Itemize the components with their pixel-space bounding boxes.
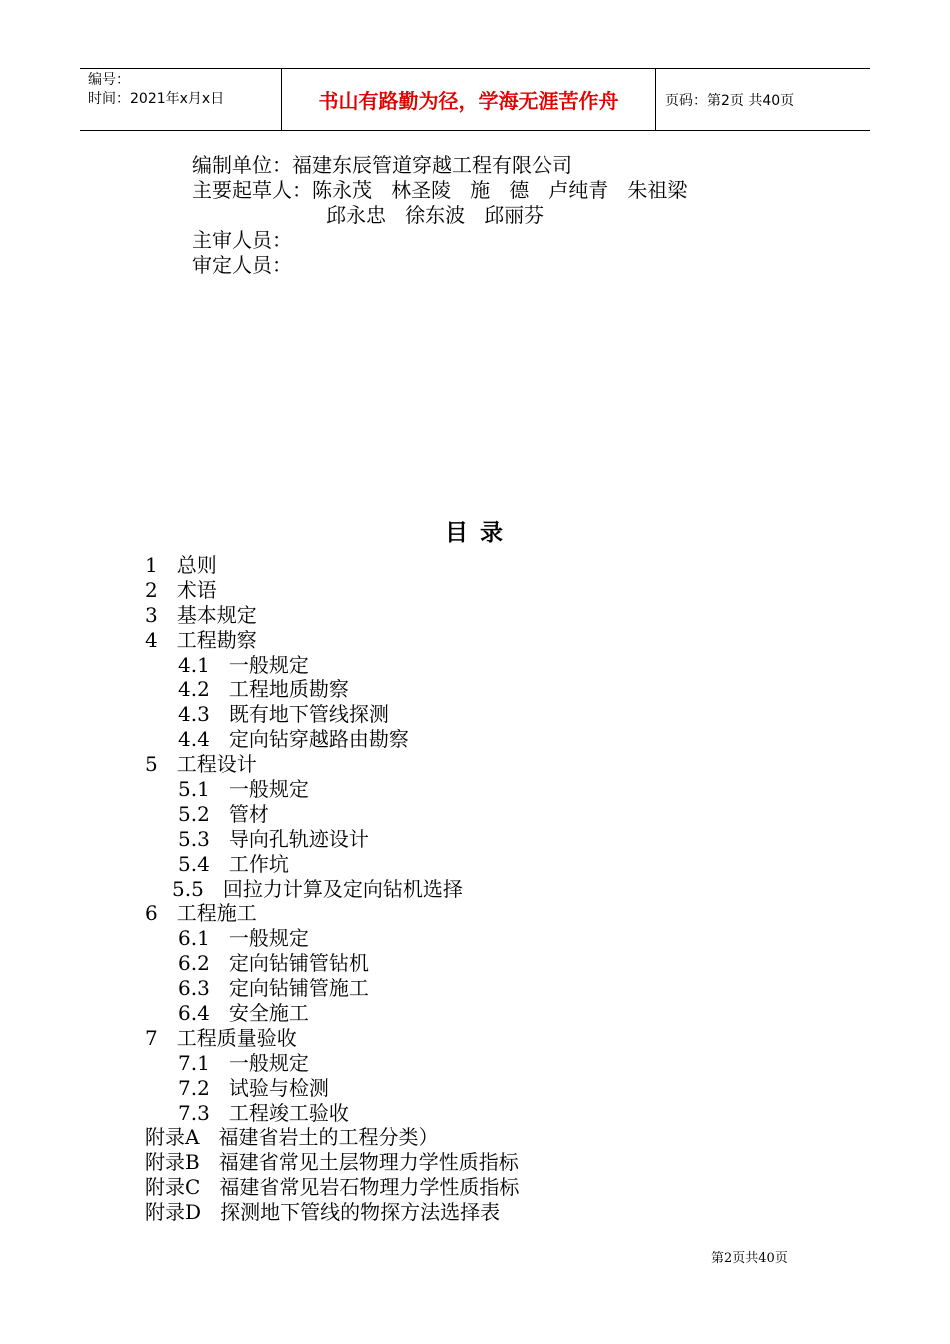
toc-item: 附录B 福建省常见土层物理力学性质指标	[145, 1150, 519, 1175]
page-header	[80, 68, 870, 131]
header-page-label: 页码：第2页 共40页	[665, 92, 795, 109]
toc-item: 4.4 定向钻穿越路由勘察	[178, 727, 409, 752]
toc-item: 7.2 试验与检测	[178, 1075, 329, 1100]
toc-item: 附录A 福建省岩土的工程分类）	[145, 1125, 439, 1150]
toc-item: 5.5 回拉力计算及定向钻机选择	[172, 876, 463, 901]
toc-item: 附录D 探测地下管线的物探方法选择表	[145, 1200, 501, 1225]
main-drafters: 主要起草人：陈永茂 林圣陵 施 德 卢纯青 朱祖梁	[192, 178, 688, 202]
header-meta-cell	[80, 69, 282, 130]
toc-item: 5.1 一般规定	[178, 777, 309, 802]
toc-item: 1 总则	[145, 553, 217, 577]
toc-item: 5.4 工作坑	[178, 851, 289, 876]
toc-item: 附录C 福建省常见岩石物理力学性质指标	[145, 1175, 520, 1200]
toc-item: 6.3 定向钻铺管施工	[178, 976, 369, 1001]
toc-item: 7.3 工程竣工验收	[178, 1100, 349, 1125]
page-footer: 第2页共40页	[711, 1251, 788, 1266]
chief-reviewer: 主审人员：	[192, 228, 292, 252]
toc-item: 5 工程设计	[145, 752, 257, 777]
toc-item: 6 工程施工	[145, 901, 257, 926]
toc-item: 7.1 一般规定	[178, 1050, 309, 1075]
toc-item: 6.4 安全施工	[178, 1001, 309, 1026]
toc-item: 2 术语	[145, 577, 217, 602]
table-of-contents	[145, 553, 519, 1225]
toc-item: 7 工程质量验收	[145, 1025, 297, 1050]
header-motto: 书山有路勤为径，学海无涯苦作舟	[282, 69, 656, 130]
compiling-unit: 编制单位：福建东辰管道穿越工程有限公司	[192, 153, 572, 177]
toc-item: 3 基本规定	[145, 602, 257, 627]
toc-item: 4.2 工程地质勘察	[178, 677, 349, 702]
approver: 审定人员：	[192, 253, 292, 277]
credits-block	[192, 153, 687, 278]
document-date-label: 时间：2021年x月x日	[88, 91, 225, 107]
toc-item: 4 工程勘察	[145, 627, 257, 652]
toc-item: 6.2 定向钻铺管钻机	[178, 951, 369, 976]
main-drafters-continued: 邱永忠 徐东波 邱丽芬	[326, 203, 545, 227]
toc-item: 4.1 一般规定	[178, 652, 309, 677]
toc-item: 6.1 一般规定	[178, 926, 309, 951]
toc-item: 5.2 管材	[178, 801, 269, 826]
toc-item: 5.3 导向孔轨迹设计	[178, 826, 369, 851]
toc-title: 目 录	[444, 520, 505, 546]
toc-item: 4.3 既有地下管线探测	[178, 702, 389, 727]
document-number-label: 编号：	[88, 72, 130, 88]
